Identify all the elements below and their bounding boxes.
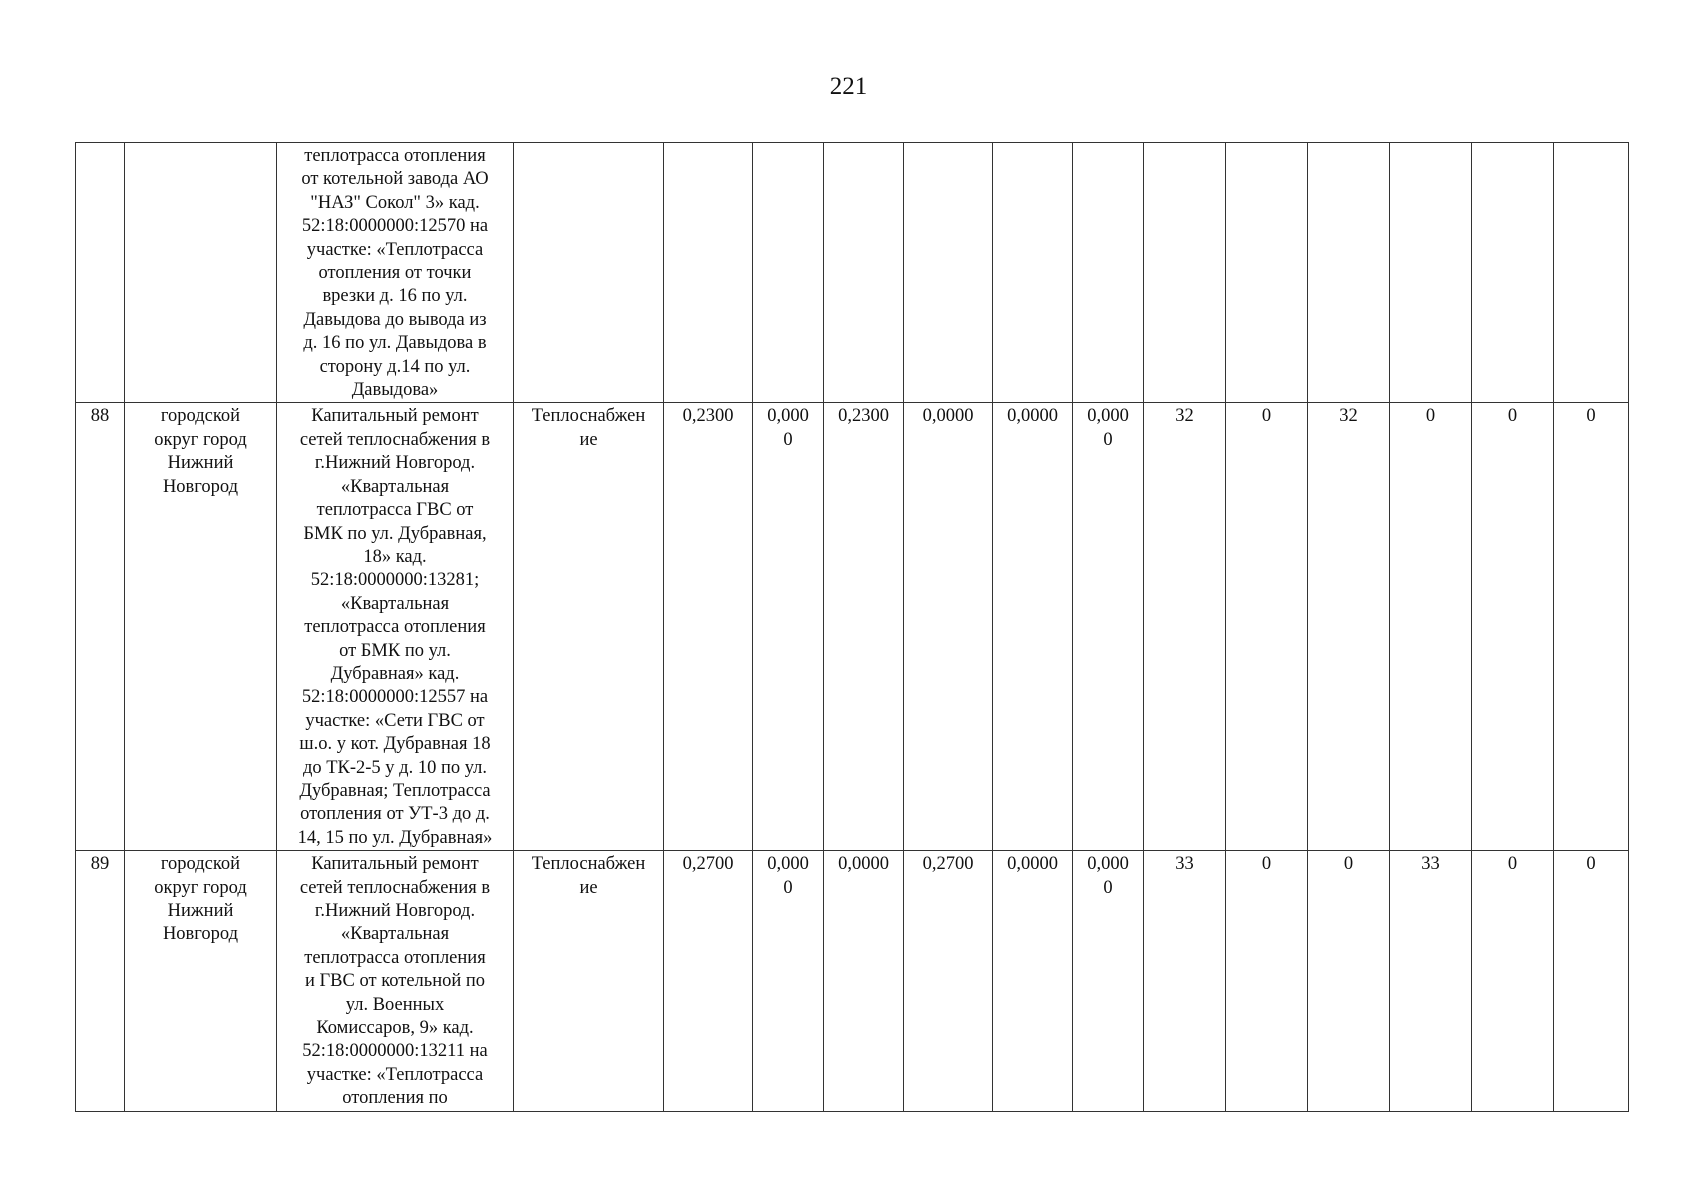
cell-value: 33: [1390, 851, 1472, 1111]
cell-value: 0,2300: [664, 403, 753, 851]
cell-value: 33: [1144, 851, 1226, 1111]
data-table: [75, 142, 1629, 1112]
cell-value: [1554, 143, 1629, 403]
cell-value: 0: [1226, 403, 1308, 851]
table-row: [76, 851, 1629, 1111]
cell-value: 0: [1308, 851, 1390, 1111]
cell-category: Теплоснабжен ие: [514, 851, 664, 1111]
cell-value: [753, 143, 824, 403]
cell-municipality: [125, 143, 277, 403]
cell-value: 0: [1390, 403, 1472, 851]
cell-value: 0: [1472, 851, 1554, 1111]
cell-value: 0,0000: [824, 851, 904, 1111]
cell-value: [664, 143, 753, 403]
cell-value: [1144, 143, 1226, 403]
cell-value: 0,0000: [904, 403, 993, 851]
cell-value: 0: [1554, 851, 1629, 1111]
cell-value: 0,000 0: [1073, 403, 1144, 851]
cell-object-description: теплотрасса отопления от котельной завода АО "НАЗ" Сокол" 3» кад. 52:18:0000000:12570 на участке: «Теплотрасса отопления от точки врезки д. 16 по ул. Давыдова до вывода из д. 16 по ул. Давыдова в сторону д.14 по ул. Давыдова»: [277, 143, 514, 403]
cell-value: 0,2300: [824, 403, 904, 851]
cell-object-description: Капитальный ремонт сетей теплоснабжения в г.Нижний Новгород. «Квартальная теплотрасса отопления и ГВС от котельной по ул. Военных Комиссаров, 9» кад. 52:18:0000000:13211 на участке: «Теплотрасса отопления по: [277, 851, 514, 1111]
table-row: [76, 143, 1629, 403]
cell-value: 0,000 0: [753, 851, 824, 1111]
cell-row-number: 89: [76, 851, 125, 1111]
cell-value: 0: [1472, 403, 1554, 851]
cell-value: 0: [1226, 851, 1308, 1111]
cell-value: [904, 143, 993, 403]
cell-municipality: городской округ город Нижний Новгород: [125, 403, 277, 851]
cell-value: 0,2700: [904, 851, 993, 1111]
table-row: [76, 403, 1629, 851]
cell-value: 0,000 0: [1073, 851, 1144, 1111]
cell-value: [1073, 143, 1144, 403]
cell-object-description: Капитальный ремонт сетей теплоснабжения в г.Нижний Новгород. «Квартальная теплотрасса ГВС от БМК по ул. Дубравная, 18» кад. 52:18:0000000:13281; «Квартальная теплотрасса отопления от БМК по ул. Дубравная» кад. 52:18:0000000:12557 на участке: «Сети ГВС от ш.о. у кот. Дубравная 18 до ТК-2-5 у д. 10 по ул. Дубравная; Теплотрасса отопления от УТ-3 до д. 14, 15 по ул. Дубравная»: [277, 403, 514, 851]
cell-category: [514, 143, 664, 403]
cell-row-number: [76, 143, 125, 403]
cell-value: [1226, 143, 1308, 403]
cell-value: [1308, 143, 1390, 403]
cell-category: Теплоснабжен ие: [514, 403, 664, 851]
cell-value: 0,0000: [993, 403, 1073, 851]
cell-row-number: 88: [76, 403, 125, 851]
cell-value: 0: [1554, 403, 1629, 851]
page-number: 221: [829, 73, 868, 100]
cell-value: 0,000 0: [753, 403, 824, 851]
cell-value: [993, 143, 1073, 403]
cell-value: 32: [1144, 403, 1226, 851]
cell-municipality: городской округ город Нижний Новгород: [125, 851, 277, 1111]
cell-value: [1472, 143, 1554, 403]
cell-value: 32: [1308, 403, 1390, 851]
cell-value: [1390, 143, 1472, 403]
cell-value: [824, 143, 904, 403]
cell-value: 0,2700: [664, 851, 753, 1111]
cell-value: 0,0000: [993, 851, 1073, 1111]
